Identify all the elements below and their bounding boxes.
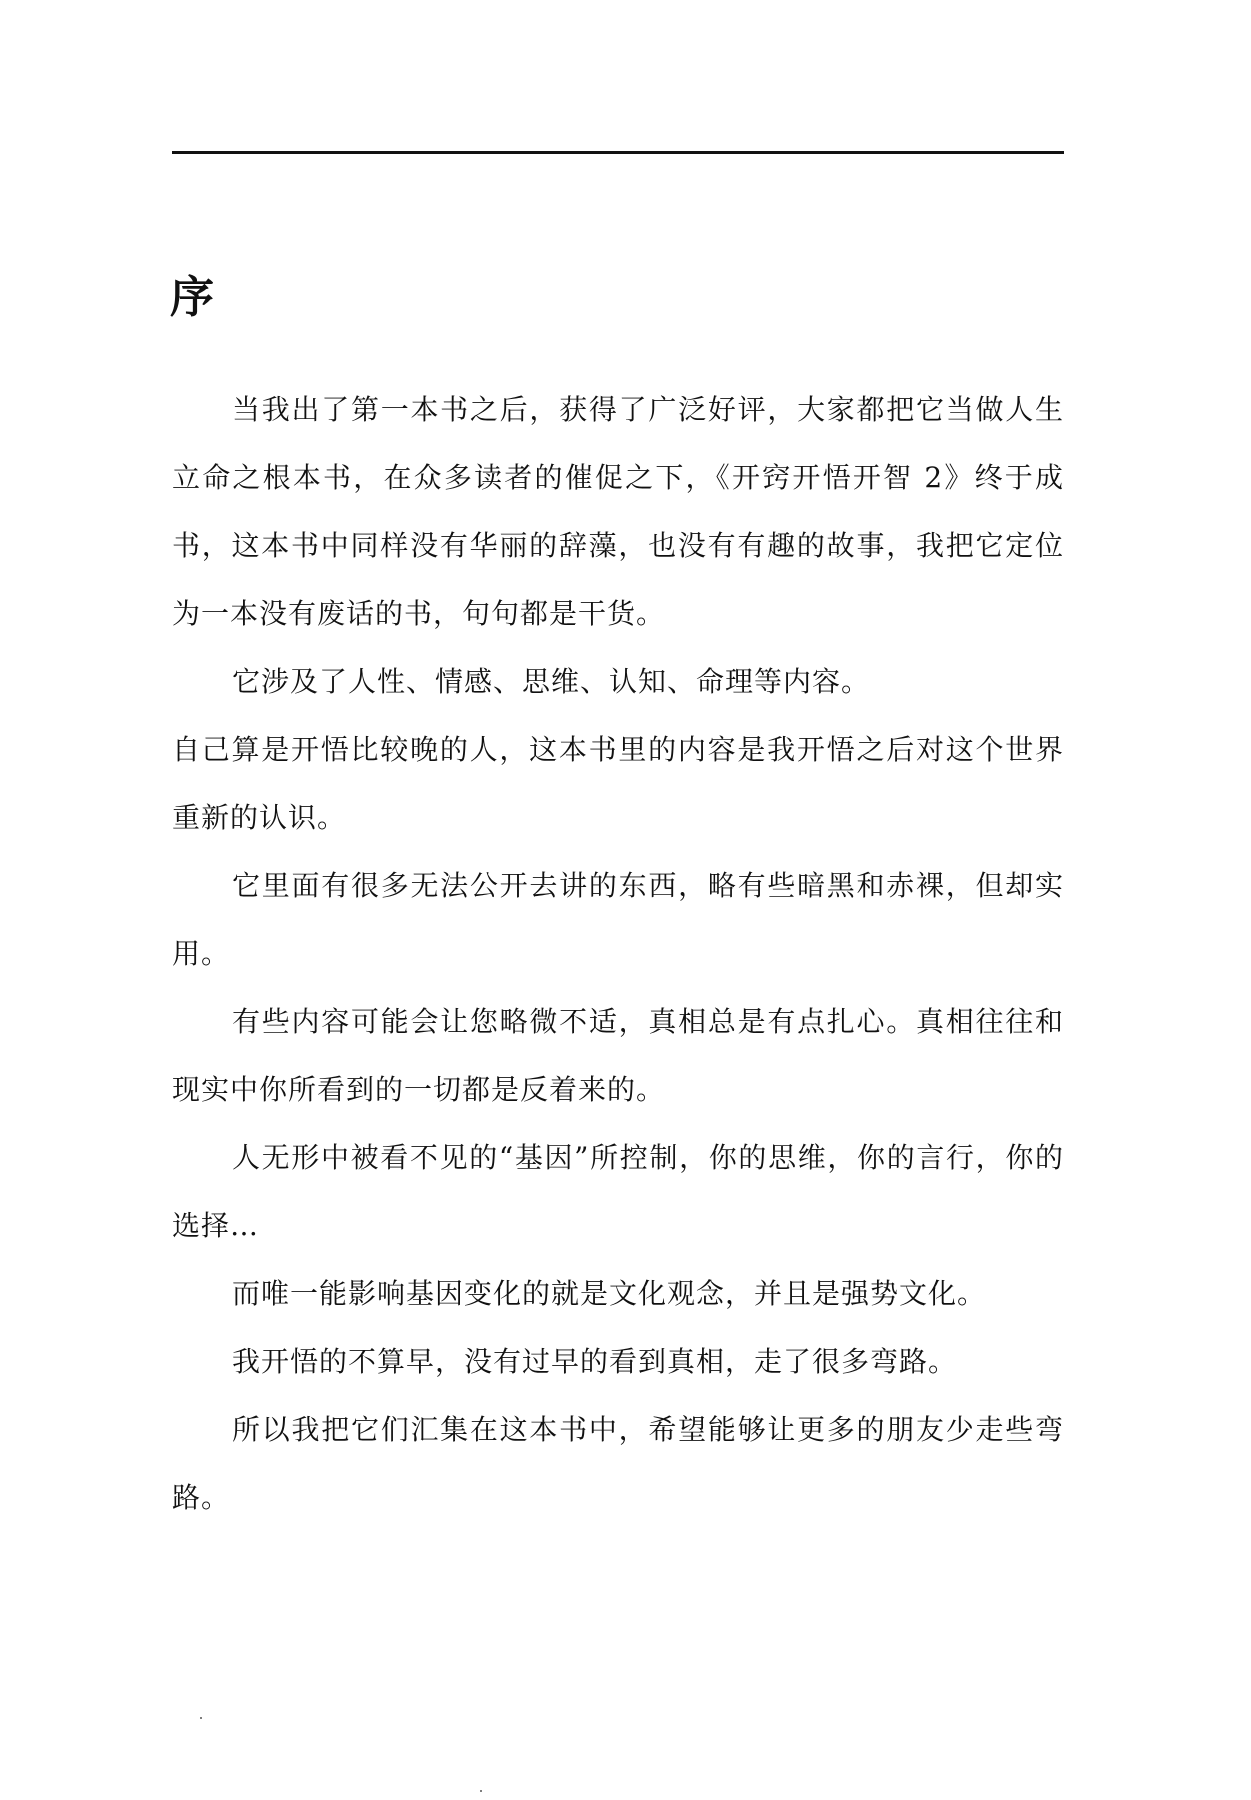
body-text bbox=[172, 376, 1064, 1532]
paragraph-6: 人无形中被看不见的“基因”所控制，你的思维，你的言行，你的选择… bbox=[172, 1141, 1064, 1242]
paragraph-7: 而唯一能影响基因变化的就是文化观念，并且是强势文化。 bbox=[232, 1277, 987, 1310]
paragraph-9: 所以我把它们汇集在这本书中，希望能够让更多的朋友少走些弯路。 bbox=[172, 1413, 1064, 1514]
paragraph-4: 它里面有很多无法公开去讲的东西，略有些暗黑和赤裸，但却实用。 bbox=[172, 869, 1064, 970]
paragraph-8: 我开悟的不算早，没有过早的看到真相，走了很多弯路。 bbox=[232, 1345, 958, 1378]
header-rule bbox=[172, 151, 1064, 154]
paragraph-3: 自己算是开悟比较晚的人，这本书里的内容是我开悟之后对这个世界重新的认识。 bbox=[172, 733, 1064, 834]
scan-speck bbox=[480, 1790, 482, 1792]
paragraph-2: 它涉及了人性、情感、思维、认知、命理等内容。 bbox=[232, 665, 871, 698]
scan-speck bbox=[200, 1717, 202, 1719]
paragraph-5: 有些内容可能会让您略微不适，真相总是有点扎心。真相往往和现实中你所看到的一切都是反着来的。 bbox=[172, 1005, 1064, 1106]
paragraph-1: 当我出了第一本书之后，获得了广泛好评，大家都把它当做人生立命之根本书，在众多读者的催促之下，《开窍开悟开智 2》终于成书，这本书中同样没有华丽的辞藻，也没有有趣的故事，我把它定位为一本没有废话的书，句句都是干货。 bbox=[172, 393, 1064, 630]
chapter-title: 序 bbox=[170, 272, 214, 323]
